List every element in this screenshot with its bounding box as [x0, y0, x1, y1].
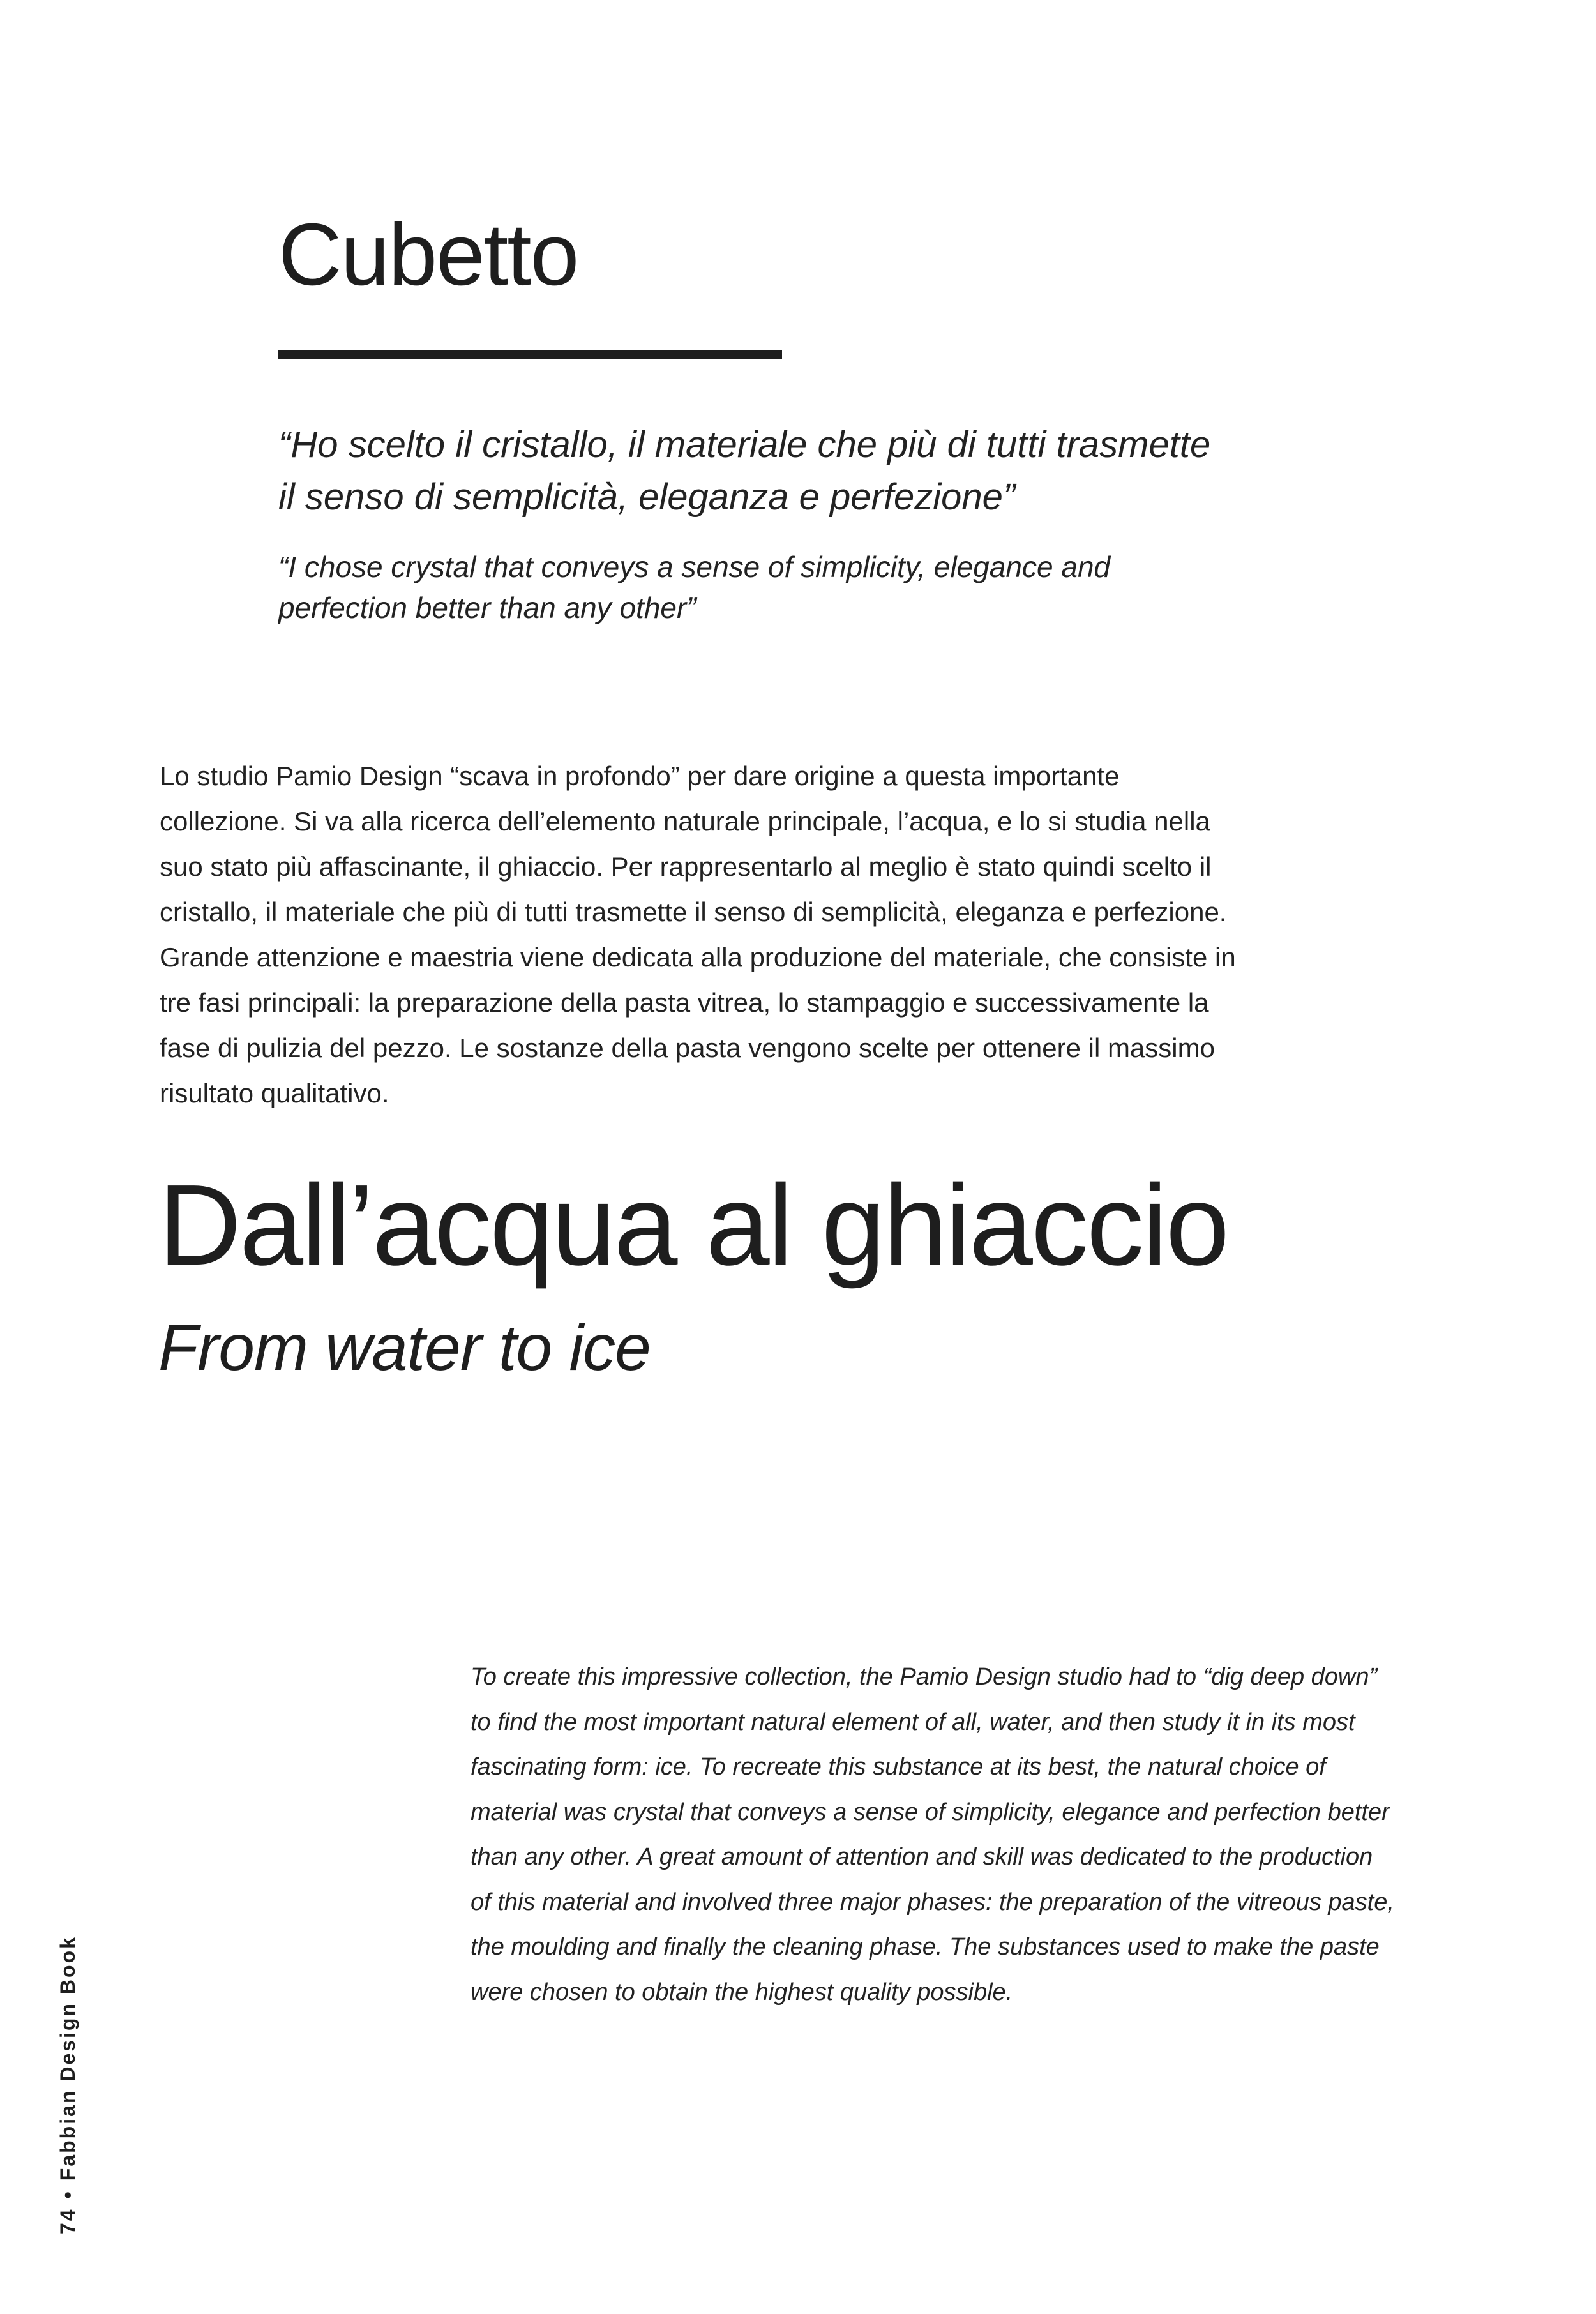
page-footer [56, 1935, 80, 2234]
body-english-line: were chosen to obtain the highest quality possible. [471, 1978, 1013, 2006]
page-number: 74 [56, 2207, 79, 2234]
body-english-line: To create this impressive collection, the Pamio Design studio had to “dig deep down” [471, 1664, 1378, 1690]
body-italian-line: collezione. Si va alla ricerca dell’elemento naturale principale, l’acqua, e lo si studia nella [160, 806, 1210, 836]
section-title: Dall’acqua al ghiaccio [158, 1161, 1228, 1289]
body-text-italian [160, 753, 1373, 1116]
body-english-line: than any other. A great amount of attention and skill was dedicated to the production [471, 1844, 1373, 1870]
body-italian-line: risultato qualitativo. [160, 1078, 389, 1108]
footer-separator: • [56, 2190, 79, 2199]
quote-italian-line: “Ho scelto il cristallo, il materiale che più di tutti trasmette [278, 424, 1211, 465]
body-english-line: of this material and involved three major phases: the preparation of the vitreous paste, [471, 1888, 1394, 1916]
body-italian-line: cristallo, il materiale che più di tutti trasmette il senso di semplicità, eleganza e perfezione. [160, 897, 1227, 927]
body-text-english [471, 1655, 1556, 2015]
quote-english-line: perfection better than any other” [278, 591, 696, 624]
title-underline [278, 350, 782, 359]
body-italian-line: tre fasi principali: la preparazione della pasta vitrea, lo stampaggio e successivamente la [160, 988, 1209, 1018]
body-italian-line: fase di pulizia del pezzo. Le sostanze della pasta vengono scelte per ottenere il massimo [160, 1033, 1215, 1063]
body-english-line: the moulding and finally the cleaning phase. The substances used to make the paste [471, 1934, 1380, 1960]
section-subtitle: From water to ice [158, 1311, 651, 1384]
body-italian-line: Lo studio Pamio Design “scava in profondo” per dare origine a questa importante [160, 761, 1120, 791]
body-italian-line: Grande attenzione e maestria viene dedicata alla produzione del materiale, che consiste in [160, 942, 1236, 972]
quote-italian-line: il senso di semplicità, eleganza e perfezione” [278, 476, 1016, 518]
quote-english-line: “I chose crystal that conveys a sense of simplicity, elegance and [278, 550, 1111, 583]
quote-italian [278, 419, 1364, 523]
body-italian-line: suo stato più affascinante, il ghiaccio. Per rappresentarlo al meglio è stato quindi scelto il [160, 852, 1212, 882]
body-english-line: fascinating form: ice. To recreate this substance at its best, the natural choice of [471, 1754, 1326, 1780]
page-title: Cubetto [278, 206, 578, 304]
book-title: Fabbian Design Book [56, 1935, 79, 2181]
body-english-line: material was crystal that conveys a sense of simplicity, elegance and perfection better [471, 1798, 1390, 1826]
quote-english [278, 546, 1364, 628]
body-english-line: to find the most important natural element of all, water, and then study it in its most [471, 1708, 1355, 1736]
